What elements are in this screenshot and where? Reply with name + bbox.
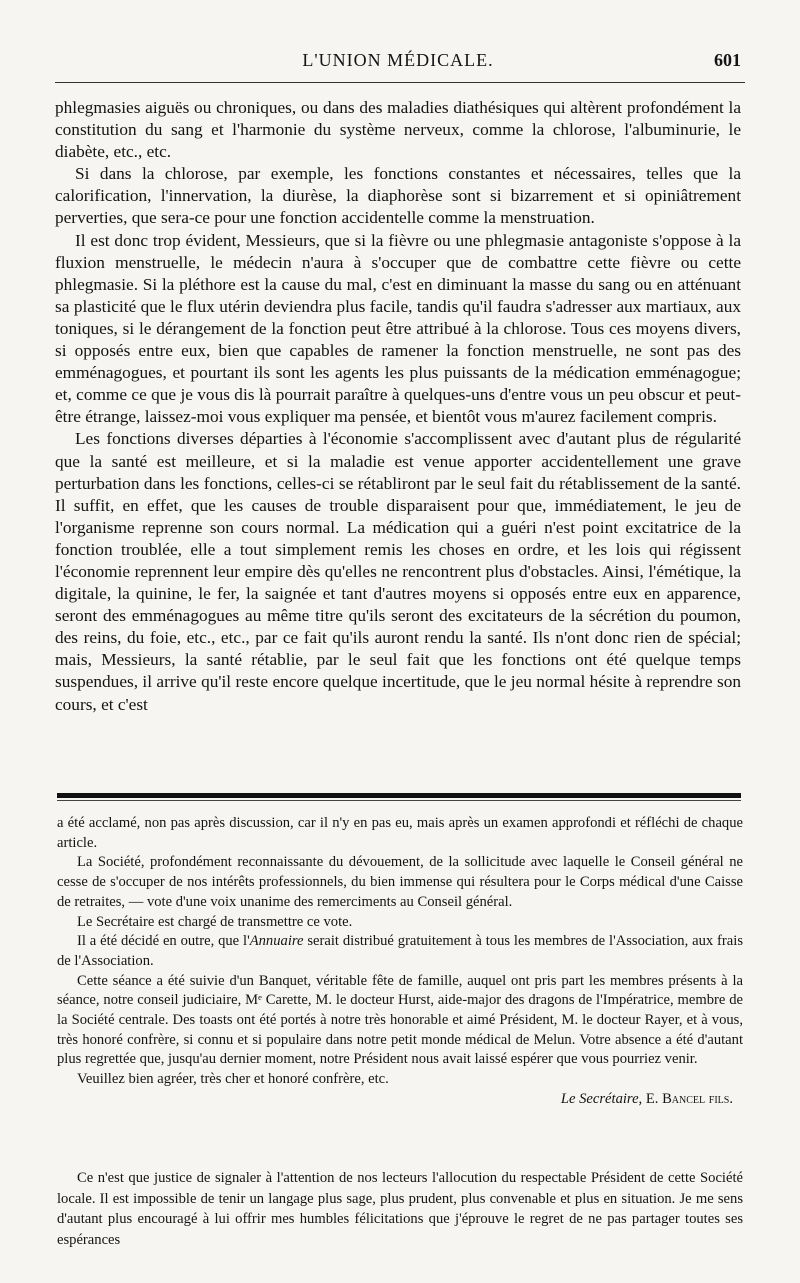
running-title: L'UNION MÉDICALE. — [302, 50, 494, 70]
page-number: 601 — [714, 50, 741, 70]
paragraph: phlegmasies aiguës ou chroniques, ou dans des maladies diathésiques qui altèrent profondément la constitution du sang et l'harmonie du système nerveux, comme la chlorose, l'albuminurie, le diabète, etc., etc. — [55, 98, 741, 162]
signature-name: E. Bancel fils. — [645, 1090, 733, 1107]
text-run: Il a été décidé en outre, que l' — [77, 933, 250, 950]
letter-paragraph: a été acclamé, non pas après discussion, car il n'y en pas eu, mais après un examen approfondi et réfléchi de chaque article. — [57, 815, 743, 851]
paragraph: Il est donc trop évident, Messieurs, que si la fièvre ou une phlegmasie antagoniste s'oppose à la fluxion menstruelle, le médecin n'aura à s'occuper que de combattre cette fièvre ou cette phlegmasie. Si la pléthore est la cause du mal, c'est en diminuant la masse du sang ou en atténuant sa plasticité que le flux utérin deviendra plus facile, tandis qu'il faudra s'adresser aux martiaux, aux toniques, si le dérangement de la fonction peut être attribué à la chlorose. Tous ces moyens divers, si opposés entre eux, bien que capables de ramener la fonction menstruelle, ne sont pas des emménagogues, et pourtant ils sont les agents les plus puissants de la médication emménagogue; et, comme ce que je vous dis là pourrait paraître à quelques-uns d'entre vous un peu obscur et peut-être étrange, laissez-moi vous expliquer ma pensée, et bientôt vous m'aurez facilement compris. — [55, 230, 741, 427]
letter-paragraph: Le Secrétaire est chargé de transmettre ce vote. — [77, 913, 353, 930]
letter-paragraph — [57, 932, 743, 971]
signature — [57, 1090, 743, 1110]
text-run: serait distribué gratuitement à tous les membres de l'Association, aux frais de l'Association. — [57, 933, 743, 969]
letter-paragraph: Cette séance a été suivie d'un Banquet, véritable fête de famille, auquel ont pris part les membres présents à la séance, notre conseil judiciaire, Mᵉ Carette, M. le docteur Hurst, aide-major des dragons de l'Impératrice, membre de la Société centrale. Des toasts ont été portés à notre très honorable et aimé Président, M. le docteur Rayer, et à vous, très honoré confrère, si connu et si populaire dans notre petit monde médical de Melun. Votre absence a été d'autant plus regrettée que, jusqu'au dernier moment, notre Président nous avait laissé espérer que vous pourriez venir. — [57, 972, 743, 1068]
signature-title: Le Secrétaire, — [560, 1090, 643, 1107]
section-divider-thick — [57, 793, 741, 798]
section-divider-thin — [57, 800, 741, 801]
comment-paragraph: Ce n'est que justice de signaler à l'attention de nos lecteurs l'allocution du respectable Président de cette Société locale. Il est impossible de tenir un langage plus sage, plus prudent, plus convenable et plus en situation. Je me sens d'autant plus encouragé à lui offrir mes humbles félicitations que j'éprouve le regret de ne pas partager toutes ses espérances — [57, 1170, 743, 1248]
italic-title: Annuaire — [249, 933, 304, 950]
main-article-text — [55, 97, 741, 716]
letter-paragraph: Veuillez bien agréer, très cher et honoré confrère, etc. — [77, 1071, 389, 1088]
page-header — [55, 50, 741, 76]
editorial-comment — [57, 1168, 743, 1250]
paragraph: Les fonctions diverses départies à l'économie s'accomplissent avec d'autant plus de régularité que la santé est meilleure, et si la maladie est venue apporter accidentellement une grave perturbation dans les fonctions, celles-ci se rétabliront par le seul fait du rétablissement de la santé. Il suffit, en effet, que les causes de trouble disparaisent pour que, immédiatement, le jeu de l'organisme reprenne son cours normal. La médication qui a guéri n'est point excitatrice de la fonction troublée, elle a tout simplement remis les choses en ordre, et les lois qui régissent l'économie reprennent leur empire dès qu'elles ne rencontrent plus d'obstacles. Ainsi, l'émétique, la digitale, la quinine, le fer, la saignée et tant d'autres moyens si opposés entre eux en apparence, seront des emménagogues au même titre qu'ils seront des excitateurs de la sécrétion du poumon, des reins, du foie, etc., etc., par ce fait qu'ils auront rendu la santé. Ils n'ont donc rien de spécial; mais, Messieurs, la santé rétablie, par le seul fait que les fonctions ont été quelque temps suspendues, il arrive qu'il reste encore quelque incertitude, que le jeu normal hésite à reprendre son cours, et c'est — [55, 429, 741, 714]
paragraph: Si dans la chlorose, par exemple, les fonctions constantes et nécessaires, telles que la calorification, l'innervation, la diurèse, la diaphorèse sont si bizarrement et si opiniâtrement perverties, que sera-ce pour une fonction accidentelle comme la menstruation. — [55, 164, 741, 228]
header-rule — [55, 82, 745, 83]
letter-section — [57, 814, 743, 1110]
letter-paragraph: La Société, profondément reconnaissante du dévouement, de la sollicitude avec laquelle le Conseil général ne cesse de s'occuper de nos intérêts professionnels, du bien immense qui résultera pour le Corps médical d'une Caisse de retraites, — vote d'une voix unanime des remerciments au Conseil général. — [57, 854, 743, 910]
